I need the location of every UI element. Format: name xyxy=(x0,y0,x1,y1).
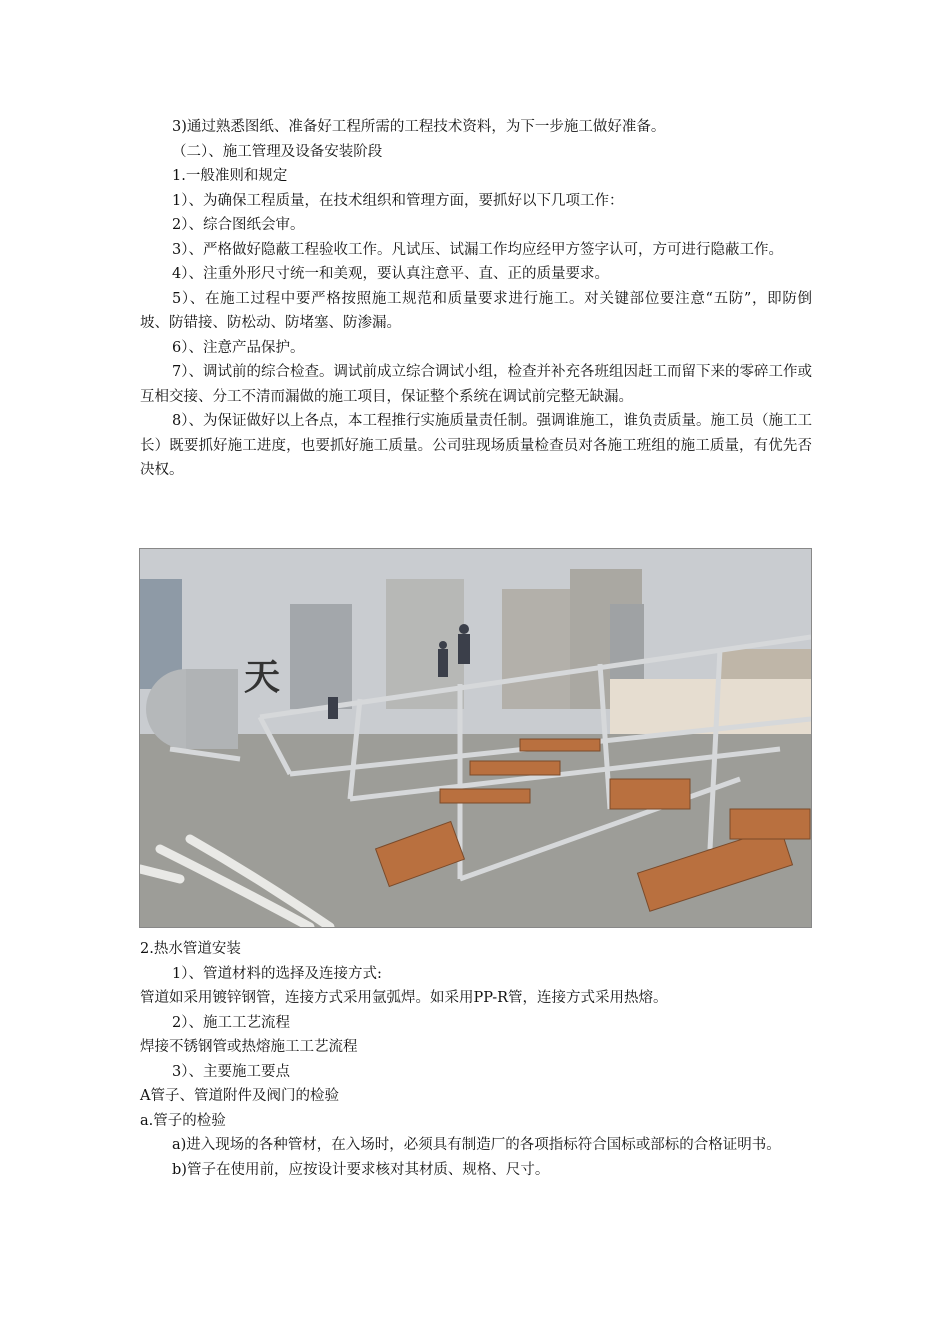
paragraph: 3）、严格做好隐蔽工程验收工作。凡试压、试漏工作均应经甲方签字认可，方可进行隐蔽工作。 xyxy=(172,241,783,258)
paragraph: 6）、注意产品保护。 xyxy=(172,339,305,356)
paragraph: 2）、综合图纸会审。 xyxy=(172,217,305,233)
paragraph: 3)通过熟悉图纸、准备好工程所需的工程技术资料，为下一步施工做好准备。 xyxy=(172,119,666,135)
photo-illustration xyxy=(140,549,811,927)
section-heading: 2.热水管道安装 xyxy=(140,941,241,957)
subsection-heading: 1.一般准则和规定 xyxy=(172,168,288,184)
building xyxy=(290,604,352,709)
paragraph: 2）、施工工艺流程 xyxy=(172,1014,290,1031)
paragraph: 4）、注重外形尺寸统一和美观，要认真注意平、直、正的质量要求。 xyxy=(172,266,609,282)
rooftop-construction-photo xyxy=(139,548,812,928)
paragraph: 8）、为保证做好以上各点，本工程推行实施质量责任制。强调谁施工，谁负责质量。施工员（施工工长）既要抓好施工进度，也要抓好施工质量。公司驻现场质量检查员对各施工班组的施工质量，有优先否决权。 xyxy=(140,413,812,478)
bottom-text-section xyxy=(140,937,812,1182)
top-text-section xyxy=(140,115,812,483)
paragraph: 3）、主要施工要点 xyxy=(172,1063,290,1080)
paragraph: 焊接不锈钢管或热熔施工工艺流程 xyxy=(140,1039,358,1055)
paragraph: b)管子在使用前，应按设计要求核对其材质、规格、尺寸。 xyxy=(172,1161,550,1178)
paragraph: 1）、为确保工程质量，在技术组织和管理方面，要抓好以下几项工作： xyxy=(172,192,624,209)
rooftop-sign-character: 天 xyxy=(244,657,281,698)
paragraph: A管子、管道附件及阀门的检验 xyxy=(140,1088,339,1104)
paragraph: 管道如采用镀锌钢管，连接方式采用氩弧焊。如采用PP-R管，连接方式采用热熔。 xyxy=(140,990,668,1006)
water-tank xyxy=(186,669,238,749)
paragraph: a)进入现场的各种管材，在入场时，必须具有制造厂的各项指标符合国标或部标的合格证明书。 xyxy=(172,1137,781,1153)
paragraph: 5）、在施工过程中要严格按照施工规范和质量要求进行施工。对关键部位要注意“五防”，即防倒坡、防错接、防松动、防堵塞、防渗漏。 xyxy=(140,290,812,331)
paragraph: 1）、管道材料的选择及连接方式: xyxy=(172,965,382,982)
section-heading: （二）、施工管理及设备安装阶段 xyxy=(172,143,383,160)
paragraph: a.管子的检验 xyxy=(140,1112,226,1129)
paragraph: 7）、调试前的综合检查。调试前成立综合调试小组，检查并补充各班组因赶工而留下来的零碎工作或互相交接、分工不清而漏做的施工项目，保证整个系统在调试前完整无缺漏。 xyxy=(140,364,812,405)
